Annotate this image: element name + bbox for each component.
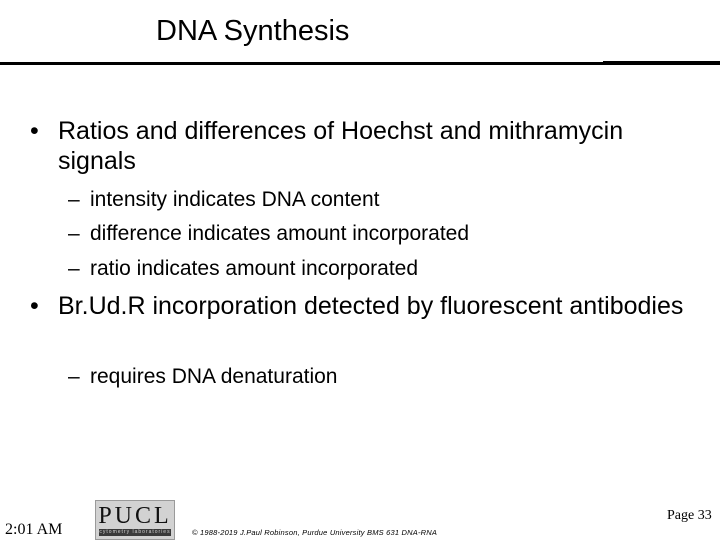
bullet-marker: •	[30, 292, 39, 320]
footer-copyright: © 1988-2019 J.Paul Robinson, Purdue University BMS 631 DNA-RNA	[192, 528, 438, 537]
sub-bullet-marker: –	[68, 257, 80, 280]
logo-subtext: cytometry laboratories	[99, 529, 171, 535]
bullet-text: Br.Ud.R incorporation detected by fluorescent antibodies	[58, 292, 684, 320]
page-number: Page 33	[667, 508, 712, 523]
sub-bullet-marker: –	[68, 222, 80, 245]
title-divider-accent	[603, 61, 720, 65]
logo-text: PUCL	[98, 503, 172, 529]
slide-title: DNA Synthesis	[156, 15, 350, 47]
sub-bullet-text: ratio indicates amount incorporated	[90, 257, 419, 280]
bullet-marker: •	[30, 117, 39, 145]
sub-bullet-text: intensity indicates DNA content	[90, 188, 380, 211]
sub-bullet-marker: –	[68, 188, 80, 211]
bullet-text: Ratios and differences of Hoechst and mithramycin signals	[58, 117, 624, 175]
pucl-logo	[95, 500, 175, 540]
sub-bullet-text: difference indicates amount incorporated	[90, 222, 470, 245]
sub-bullet-text: requires DNA denaturation	[90, 365, 338, 388]
footer-time: 2:01 AM	[5, 521, 63, 538]
sub-bullet-marker: –	[68, 365, 80, 388]
